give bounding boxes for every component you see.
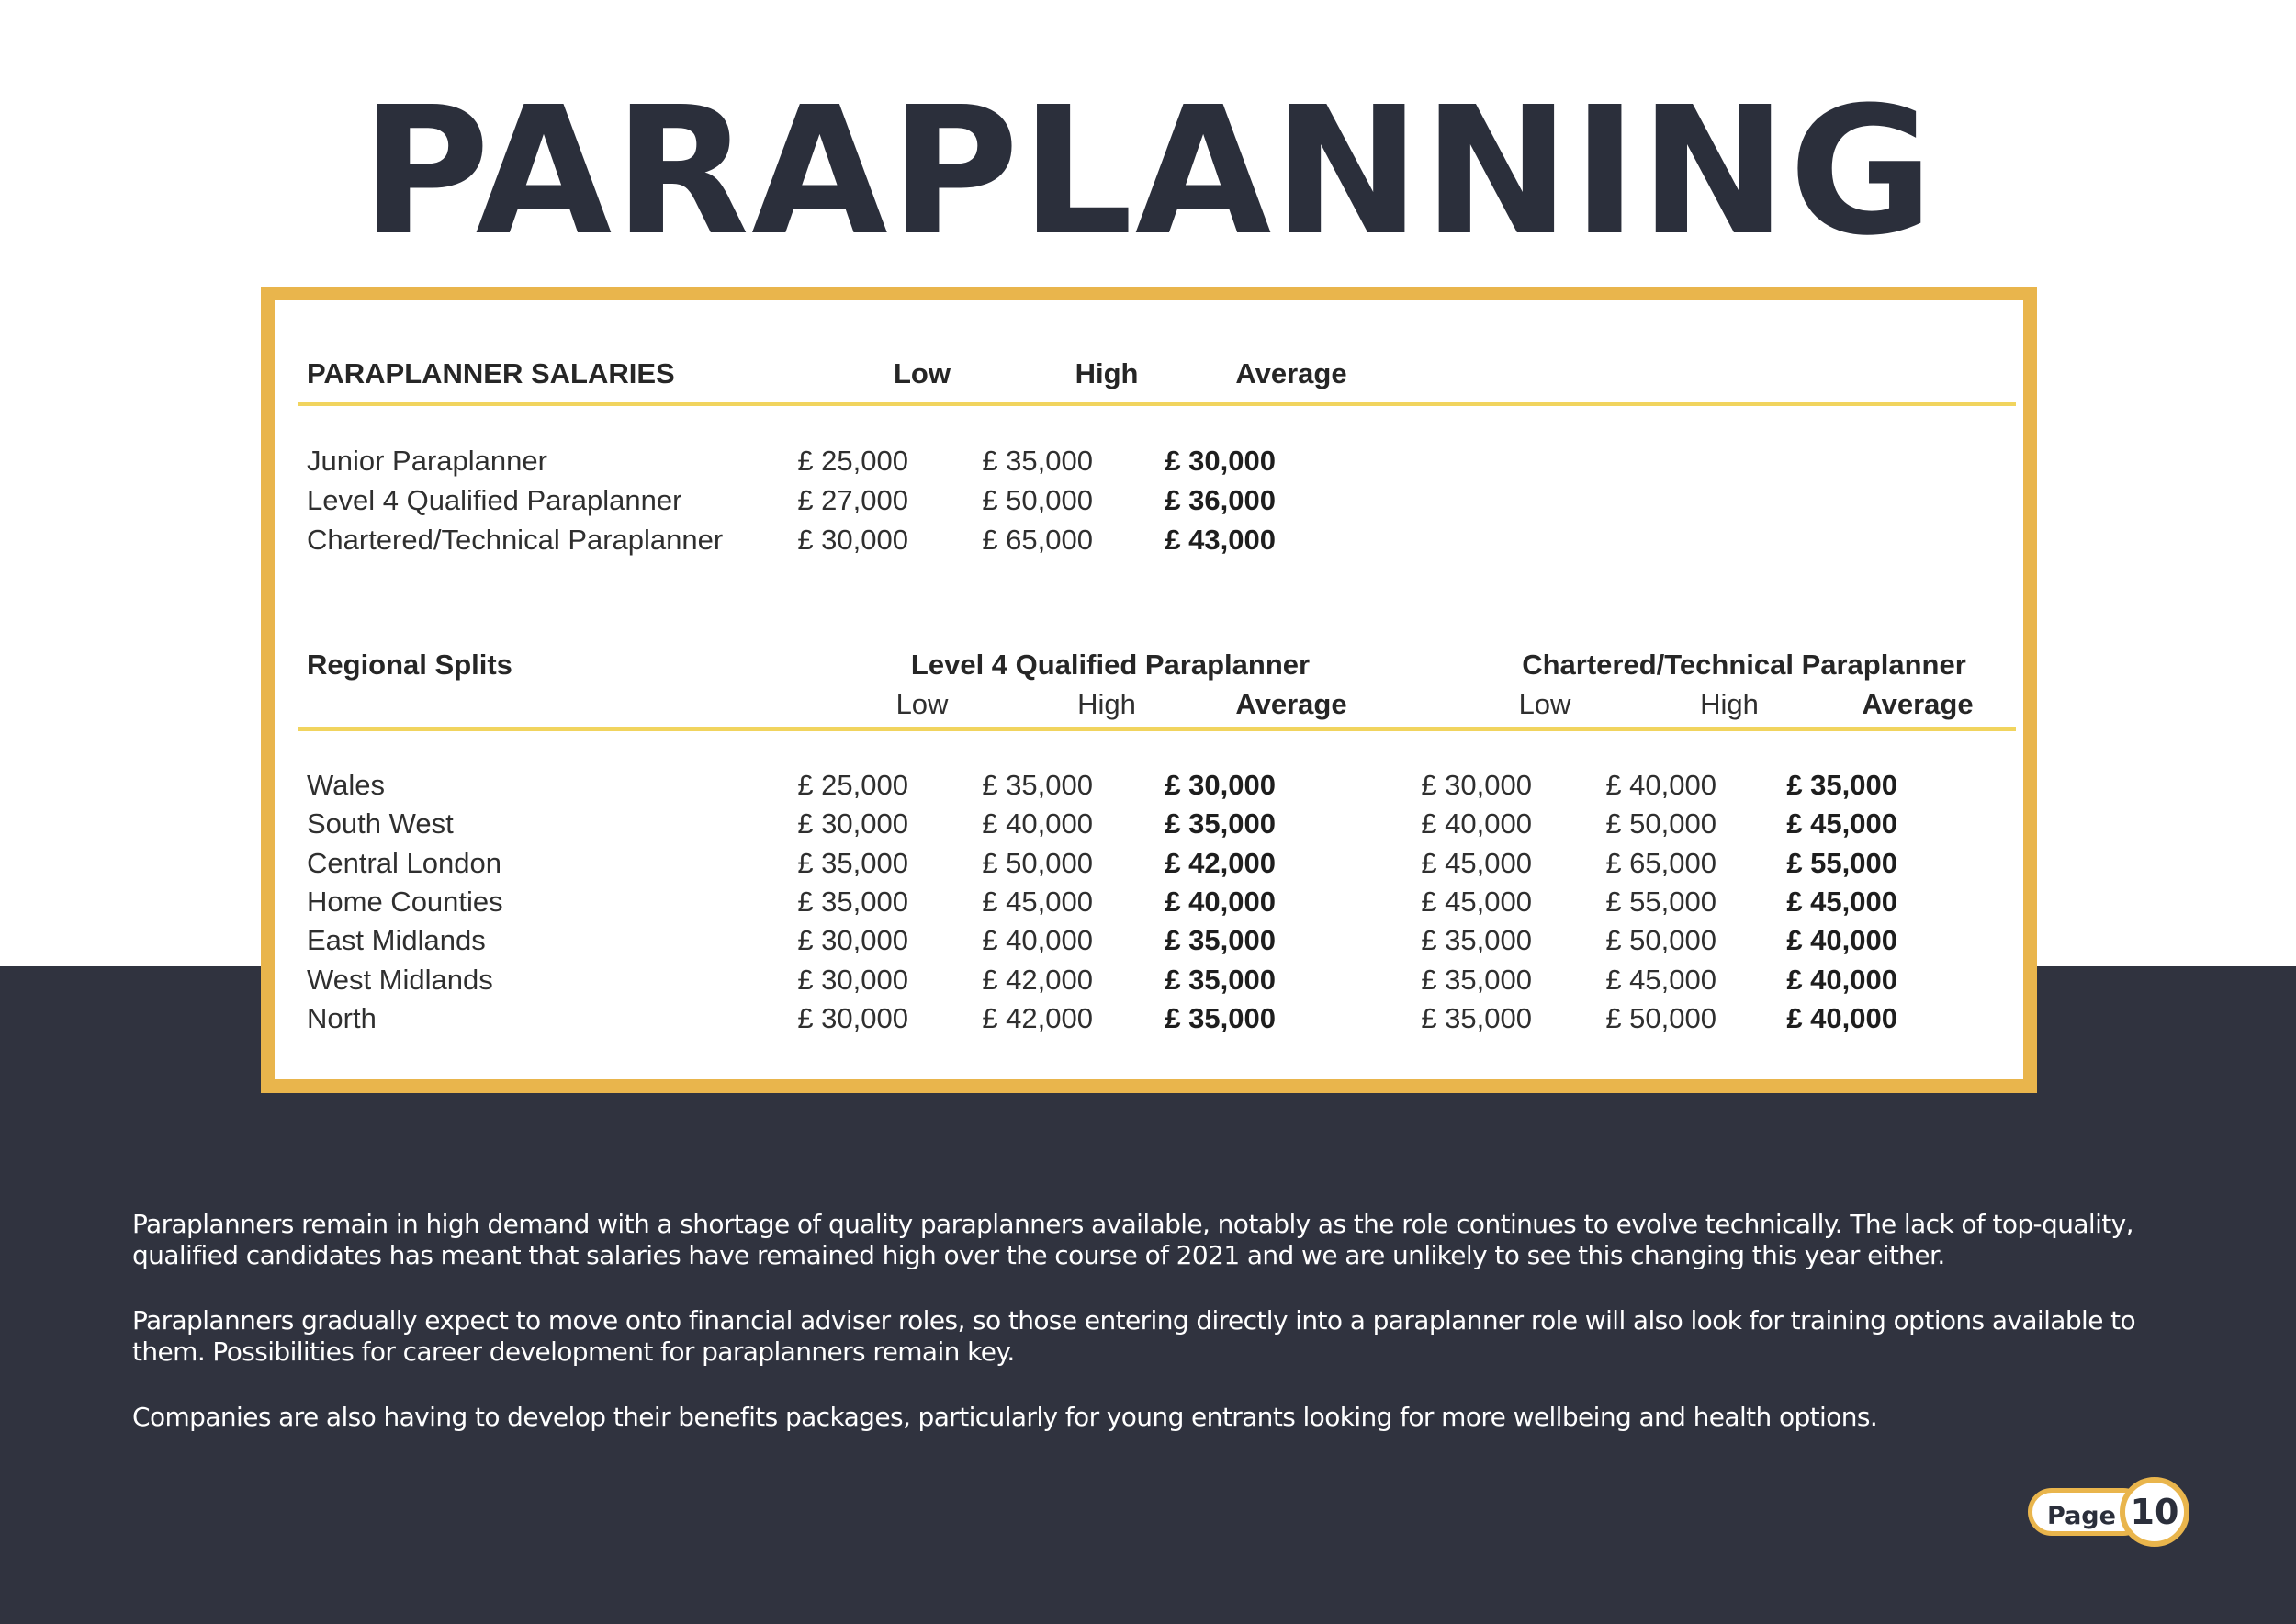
ct-low-value: £ 35,000	[1421, 963, 1532, 996]
l4-high-value: £ 35,000	[982, 769, 1093, 801]
l4-high-value: £ 42,000	[982, 1001, 1093, 1034]
chartered-group-header: Chartered/Technical Paraplanner	[1522, 648, 1966, 681]
ct-average-value: £ 40,000	[1786, 924, 1897, 957]
l4-low-value: £ 25,000	[797, 769, 908, 801]
region-label: West Midlands	[307, 963, 493, 996]
salary-high-value: £ 35,000	[982, 445, 1093, 477]
ct-low-value: £ 35,000	[1421, 924, 1532, 957]
l4-high-value: £ 40,000	[982, 807, 1093, 840]
l4-high-value: £ 45,000	[982, 885, 1093, 918]
ct-average-value: £ 35,000	[1786, 769, 1897, 801]
l4-low-header: Low	[895, 688, 949, 720]
salary-average-value: £ 43,000	[1165, 524, 1276, 556]
ct-low-value: £ 35,000	[1421, 1001, 1532, 1034]
region-label: South West	[307, 807, 454, 840]
l4-low-value: £ 30,000	[797, 1001, 908, 1034]
l4-low-value: £ 35,000	[797, 846, 908, 879]
page-title: PARAPLANNING	[360, 70, 1936, 275]
ct-high-header: High	[1700, 688, 1759, 720]
l4-low-value: £ 30,000	[797, 807, 908, 840]
ct-high-value: £ 50,000	[1605, 1001, 1716, 1034]
salary-low-value: £ 25,000	[797, 445, 908, 477]
ct-low-header: Low	[1518, 688, 1571, 720]
paragraph-2: Paraplanners gradually expect to move onto financial adviser roles, so those entering directly into a paraplanner role will also look for training options available to them. Possibilities for career development for paraplanners remain key.	[132, 1305, 2136, 1367]
ct-average-value: £ 40,000	[1786, 963, 1897, 996]
l4-low-value: £ 30,000	[797, 963, 908, 996]
page-badge	[2028, 1481, 2189, 1545]
header-divider	[298, 402, 2016, 406]
l4-high-value: £ 40,000	[982, 924, 1093, 957]
ct-average-value: £ 55,000	[1786, 846, 1897, 879]
salary-table-frame	[261, 287, 2037, 1093]
salary-high-value: £ 50,000	[982, 484, 1093, 516]
salary-role-label: Junior Paraplanner	[307, 445, 547, 477]
l4-average-value: £ 35,000	[1165, 924, 1276, 957]
paragraph-1: Paraplanners remain in high demand with a shortage of quality paraplanners available, notably as the role continues to evolve technically. The lack of top-quality, qualified candidates has meant that salaries have remained high over the course of 2021 and we are unlikely to see this changing this year either.	[132, 1209, 2133, 1270]
ct-high-value: £ 55,000	[1605, 885, 1716, 918]
paragraph-3: Companies are also having to develop their benefits packages, particularly for young entrants looking for more wellbeing and health options.	[132, 1402, 1878, 1432]
ct-low-value: £ 45,000	[1421, 885, 1532, 918]
l4-average-value: £ 30,000	[1165, 769, 1276, 801]
ct-high-value: £ 45,000	[1605, 963, 1716, 996]
l4-high-value: £ 50,000	[982, 846, 1093, 879]
l4-average-value: £ 35,000	[1165, 1001, 1276, 1034]
col-average-header: Average	[1235, 357, 1347, 389]
col-high-header: High	[1075, 357, 1139, 389]
ct-low-value: £ 30,000	[1421, 769, 1532, 801]
ct-high-value: £ 50,000	[1605, 807, 1716, 840]
ct-high-value: £ 65,000	[1605, 846, 1716, 879]
region-label: North	[307, 1001, 377, 1034]
salaries-heading: PARAPLANNER SALARIES	[307, 357, 675, 389]
salary-role-label: Level 4 Qualified Paraplanner	[307, 484, 682, 516]
salary-low-value: £ 27,000	[797, 484, 908, 516]
ct-average-header: Average	[1862, 688, 1974, 720]
regional-heading: Regional Splits	[307, 648, 512, 681]
page-number-circle	[2120, 1477, 2189, 1547]
page-label: Page	[2047, 1502, 2116, 1530]
regional-divider	[298, 727, 2016, 731]
salary-high-value: £ 65,000	[982, 524, 1093, 556]
ct-average-value: £ 45,000	[1786, 885, 1897, 918]
ct-average-value: £ 45,000	[1786, 807, 1897, 840]
l4-average-value: £ 42,000	[1165, 846, 1276, 879]
l4-average-header: Average	[1235, 688, 1347, 720]
salary-low-value: £ 30,000	[797, 524, 908, 556]
region-label: Home Counties	[307, 885, 503, 918]
l4-average-value: £ 35,000	[1165, 963, 1276, 996]
level4-group-header: Level 4 Qualified Paraplanner	[910, 648, 1311, 681]
ct-average-value: £ 40,000	[1786, 1001, 1897, 1034]
region-label: East Midlands	[307, 924, 486, 957]
ct-low-value: £ 45,000	[1421, 846, 1532, 879]
salary-average-value: £ 30,000	[1165, 445, 1276, 477]
region-label: Wales	[307, 769, 385, 801]
region-label: Central London	[307, 846, 501, 879]
salary-average-value: £ 36,000	[1165, 484, 1276, 516]
ct-high-value: £ 40,000	[1605, 769, 1716, 801]
col-low-header: Low	[894, 357, 951, 389]
l4-average-value: £ 35,000	[1165, 807, 1276, 840]
ct-high-value: £ 50,000	[1605, 924, 1716, 957]
l4-low-value: £ 30,000	[797, 924, 908, 957]
l4-high-header: High	[1077, 688, 1136, 720]
l4-low-value: £ 35,000	[797, 885, 908, 918]
l4-high-value: £ 42,000	[982, 963, 1093, 996]
l4-average-value: £ 40,000	[1165, 885, 1276, 918]
salary-role-label: Chartered/Technical Paraplanner	[307, 524, 724, 556]
page-number: 10	[2130, 1492, 2179, 1532]
ct-low-value: £ 40,000	[1421, 807, 1532, 840]
